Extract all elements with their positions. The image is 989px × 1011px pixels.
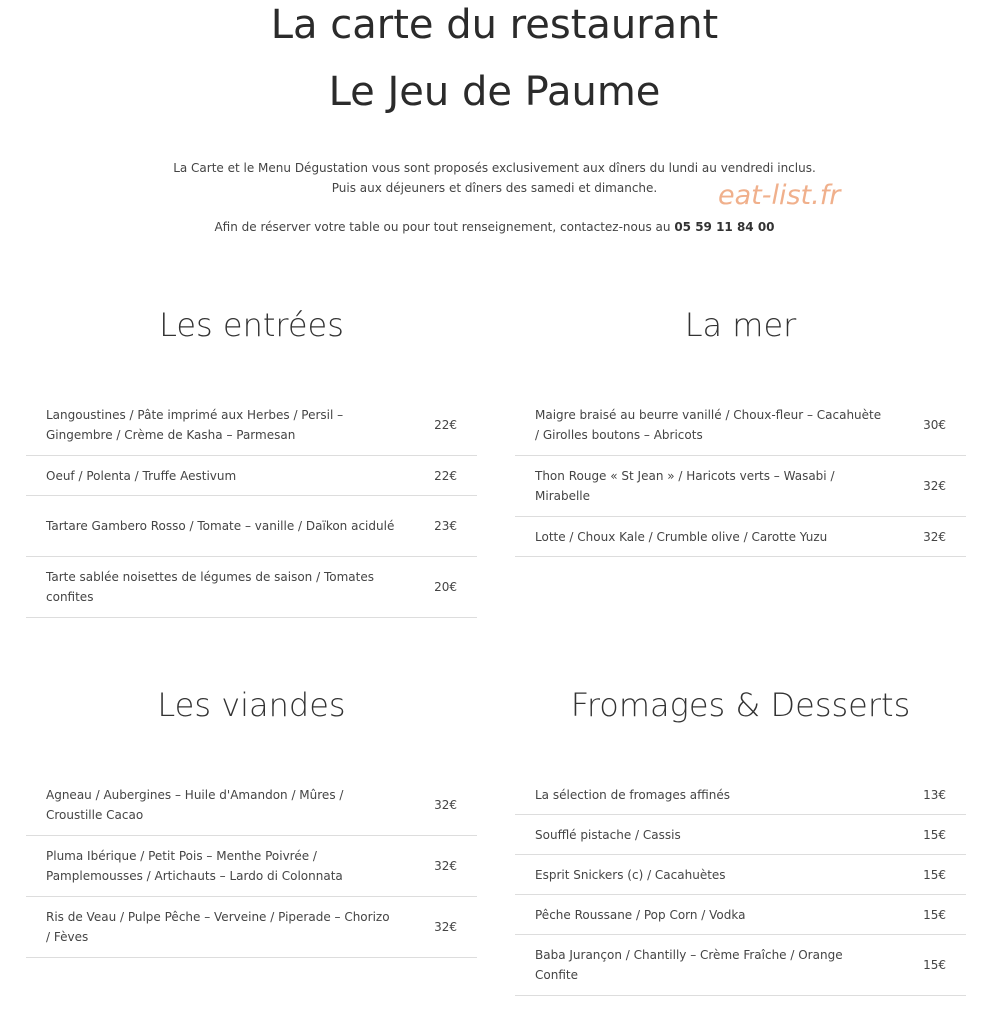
dish-name: Esprit Snickers (c) / Cacahuètes bbox=[535, 867, 726, 882]
menu-item bbox=[26, 557, 477, 618]
dish-price: 32€ bbox=[434, 859, 457, 873]
dish-price: 22€ bbox=[434, 418, 457, 432]
contact-line bbox=[0, 221, 989, 233]
dish-price: 30€ bbox=[923, 418, 946, 432]
watermark-logo: eat-list.fr bbox=[718, 180, 841, 211]
page-title-line-2: Le Jeu de Paume bbox=[328, 69, 661, 115]
dish-name: Oeuf / Polenta / Truffe Aestivum bbox=[46, 468, 237, 483]
dish-price: 15€ bbox=[923, 867, 946, 882]
menu-item bbox=[515, 855, 966, 895]
dish-price: 32€ bbox=[923, 529, 946, 544]
section-viandes bbox=[26, 686, 477, 944]
menu-item bbox=[26, 456, 477, 496]
menu-item bbox=[515, 815, 966, 855]
menu-item bbox=[515, 935, 966, 996]
menu-list bbox=[515, 775, 966, 996]
dish-name: Baba Jurançon / Chantilly – Crème Fraîche / Orange Confite bbox=[535, 948, 843, 982]
dish-price: 15€ bbox=[923, 827, 946, 842]
dish-name: Pluma Ibérique / Petit Pois – Menthe Poivrée / Pamplemousses / Artichauts – Lardo di Colonnata bbox=[46, 849, 343, 883]
intro-text-1: La Carte et le Menu Dégustation vous sont proposés exclusivement aux dîners du lundi au vendredi inclus. bbox=[173, 161, 816, 175]
section-title: Les viandes bbox=[157, 686, 346, 724]
intro-text-2: Puis aux déjeuners et dîners des samedi et dimanche. bbox=[331, 181, 658, 195]
page-title-line-1: La carte du restaurant bbox=[270, 2, 719, 48]
dish-price: 15€ bbox=[923, 958, 946, 972]
dish-name: Agneau / Aubergines – Huile d'Amandon / Mûres / Croustille Cacao bbox=[46, 788, 344, 822]
section-mer bbox=[515, 306, 966, 544]
dish-name: Maigre braisé au beurre vanillé / Choux-fleur – Cacahuète / Girolles boutons – Abricots bbox=[535, 408, 882, 442]
menu-list bbox=[26, 775, 477, 958]
menu-item bbox=[26, 897, 477, 958]
dish-name: Tartare Gambero Rosso / Tomate – vanille / Daïkon acidulé bbox=[46, 519, 395, 533]
menu-item bbox=[26, 395, 477, 456]
menu-item bbox=[26, 836, 477, 897]
dish-price: 23€ bbox=[434, 519, 457, 533]
dish-name: La sélection de fromages affinés bbox=[535, 787, 730, 802]
dish-name: Langoustines / Pâte imprimé aux Herbes / Persil – Gingembre / Crème de Kasha – Parmesan bbox=[46, 408, 344, 442]
menu-item bbox=[515, 895, 966, 935]
dish-name: Pêche Roussane / Pop Corn / Vodka bbox=[535, 907, 746, 922]
phone-number: 05 59 11 84 00 bbox=[674, 220, 775, 234]
dish-name: Thon Rouge « St Jean » / Haricots verts – Wasabi / Mirabelle bbox=[535, 469, 835, 503]
dish-name: Lotte / Choux Kale / Crumble olive / Carotte Yuzu bbox=[535, 529, 828, 544]
menu-item bbox=[515, 517, 966, 557]
menu-item bbox=[26, 775, 477, 836]
section-entrees bbox=[26, 306, 477, 604]
menu-item bbox=[26, 496, 477, 557]
dish-price: 32€ bbox=[923, 479, 946, 493]
menu-item bbox=[515, 775, 966, 815]
menu-list bbox=[26, 395, 477, 618]
menu-item bbox=[515, 456, 966, 517]
section-title: Les entrées bbox=[159, 306, 344, 344]
dish-name: Soufflé pistache / Cassis bbox=[535, 827, 681, 842]
contact-text: Afin de réserver votre table ou pour tout renseignement, contactez-nous au bbox=[214, 220, 675, 234]
section-title: Fromages & Desserts bbox=[570, 686, 911, 724]
section-desserts bbox=[515, 686, 966, 982]
dish-name: Tarte sablée noisettes de légumes de saison / Tomates confites bbox=[46, 570, 374, 604]
section-title: La mer bbox=[684, 306, 797, 344]
dish-price: 32€ bbox=[434, 798, 457, 812]
dish-name: Ris de Veau / Pulpe Pêche – Verveine / Piperade – Chorizo / Fèves bbox=[46, 910, 390, 944]
dish-price: 20€ bbox=[434, 580, 457, 594]
menu-item bbox=[515, 395, 966, 456]
dish-price: 32€ bbox=[434, 920, 457, 934]
dish-price: 13€ bbox=[923, 787, 946, 802]
dish-price: 15€ bbox=[923, 907, 946, 922]
dish-price: 22€ bbox=[434, 468, 457, 483]
menu-list bbox=[515, 395, 966, 557]
